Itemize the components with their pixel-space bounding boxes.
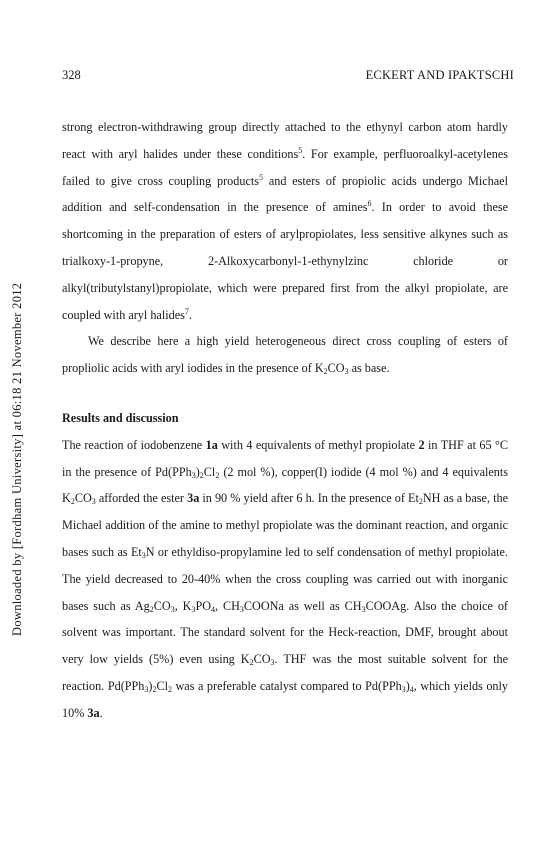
subscript: 3	[170, 604, 175, 614]
paragraph-intro	[62, 114, 508, 328]
text-run: )	[405, 678, 410, 693]
text-run: COOAg. Also the choice of solvent was important. The standard solvent for the Heck-reaction, DMF, brought about very low yields (5%) even using K	[62, 598, 508, 667]
text-run: The reaction of iodobenzene	[62, 437, 206, 452]
text-run: .	[99, 705, 103, 720]
text-run: . In order to avoid these shortcoming in the preparation of esters of arylpropiolates, less sensitive alkynes such as trialkoxy-1-propyne, 2-Alkoxycarbonyl-1-ethynylzinc chloride or alkyl(tributylstanyl)propiolate, which were prepared first from the alkyl propiolate, are coupled with aryl halides	[62, 200, 509, 322]
page-number: 328	[62, 68, 81, 82]
reference-superscript: 5	[298, 145, 303, 155]
subscript: 3	[361, 604, 366, 614]
subscript: 2	[149, 604, 154, 614]
text-run: with 4 equivalents of methyl propiolate	[217, 437, 419, 452]
subscript: 2	[167, 684, 172, 694]
text-run: , K	[174, 598, 192, 613]
subscript: 4	[409, 684, 414, 694]
text-run: was a preferable catalyst compared to Pd(PPh	[171, 678, 402, 693]
article-body	[62, 114, 508, 727]
text-run: COONa as well as CH	[243, 598, 362, 613]
text-run: )	[195, 464, 200, 479]
text-run: N or ethyldiso-propylamine led to self condensation of methyl propiolate. The yield decreased to 20-40% when the cross coupling was carried out with inorganic bases such as Ag	[62, 544, 508, 613]
subscript: 3	[144, 684, 149, 694]
section-heading: Results and discussion	[62, 410, 179, 425]
text-run: , CH	[215, 598, 240, 613]
subscript: 3	[270, 658, 275, 668]
text-run: in THF at 65 °C in the presence of Pd(PPh	[62, 437, 508, 479]
text-run: . For example, perfluoroalkyl-acetylenes failed to give cross coupling products	[62, 146, 508, 188]
text-run: in 90 % yield after 6 h. In the presence of Et	[199, 491, 419, 506]
text-run: . THF was the most suitable solvent for the reaction. Pd(PPh	[62, 652, 509, 693]
text-run: CO	[153, 598, 171, 613]
subscript: 2	[199, 470, 204, 480]
compound-label: 3a	[87, 705, 100, 720]
running-head: ECKERT AND IPAKTSCHI	[365, 68, 514, 82]
subscript: 3	[239, 604, 244, 614]
subscript: 3	[344, 367, 349, 377]
subscript: 2	[323, 367, 328, 377]
text-run: )	[148, 678, 153, 693]
subscript: 2	[70, 497, 75, 507]
subscript: 3	[401, 684, 406, 694]
text-run: PO	[195, 598, 212, 613]
subscript: 2	[418, 497, 423, 507]
subscript: 4	[211, 604, 216, 614]
paragraph-description	[62, 328, 508, 382]
text-run: CO	[327, 361, 345, 376]
reference-superscript: 7	[184, 306, 189, 316]
text-run: NH as a base, the Michael addition of the amine to methyl propiolate was the dominant reaction, and organic bases such as Et	[62, 491, 508, 559]
text-run: and esters of propiolic acids undergo Michael addition and self-condensation in the presence of amines	[62, 173, 508, 215]
subscript: 3	[91, 497, 96, 507]
text-run: , which yields only 10%	[62, 678, 508, 720]
compound-label: 2	[418, 437, 425, 452]
compound-label: 3a	[187, 491, 200, 506]
text-run: (2 mol %), copper(I) iodide (4 mol %) and 4 equivalents K	[62, 464, 508, 506]
text-run: Cl	[156, 678, 168, 693]
text-run: strong electron-withdrawing group directly attached to the ethynyl carbon atom hardly react with aryl halides under these conditions	[62, 120, 508, 161]
download-notice: Downloaded by [Fordham University] at 06:18 21 November 2012	[10, 282, 24, 636]
text-run: as base.	[348, 361, 390, 376]
paragraph-results	[62, 432, 508, 727]
subscript: 3	[141, 550, 146, 560]
text-run: We describe here a high yield heterogeneous direct cross coupling of esters of propliolic acids with aryl iodides in the presence of K	[62, 334, 508, 376]
text-run: CO	[253, 652, 271, 667]
text-run: .	[188, 307, 192, 322]
subscript: 3	[191, 604, 196, 614]
compound-label: 1a	[205, 437, 218, 452]
subscript: 3	[191, 470, 196, 480]
page-header	[62, 68, 514, 84]
text-run: CO	[74, 491, 92, 506]
text-run: afforded the ester	[95, 491, 188, 506]
subscript: 2	[249, 658, 254, 668]
reference-superscript: 6	[367, 199, 372, 209]
subscript: 2	[215, 470, 220, 480]
subscript: 2	[152, 684, 157, 694]
reference-superscript: 5	[259, 172, 264, 182]
text-run: Cl	[203, 464, 216, 479]
